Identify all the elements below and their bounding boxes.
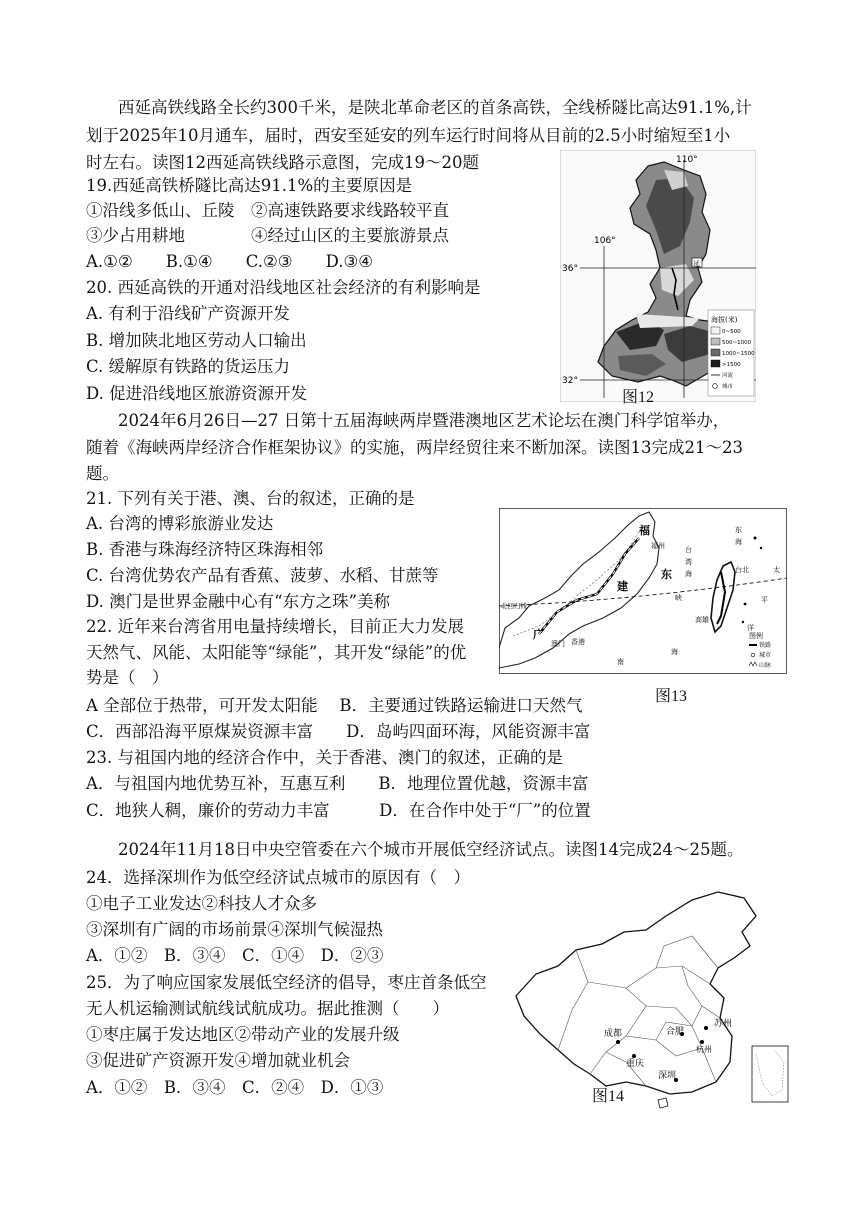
label-hai: 海 [735,538,742,546]
q20-option-a: A. 有利于沿线矿产资源开发 [86,304,290,323]
legend-item-6: 城市 [722,384,734,390]
label-ping: 平 [761,596,768,604]
q24-options-1: ①电子工业发达②科技人才众多 [86,894,317,913]
figure-13-map [499,508,787,674]
q23-options-row-1: A．与祖国内地优势互补，互惠互利 B．地理位置优越，资源丰富 [86,774,589,793]
legend-rail: 铁路 [759,642,772,649]
q22-stem-3: 势是（ ） [86,668,169,687]
q20-option-d: D. 促进沿线地区旅游资源开发 [86,384,308,403]
q22-stem-2: 天然气、风能、太阳能等“绿能”，其开发“绿能”的优 [86,643,467,662]
q21-option-b: B. 香港与珠海经济特区珠海相邻 [86,540,324,559]
label-xia: 峡 [675,594,682,602]
city-hangzhou: 杭州 [696,1045,712,1054]
legend-item-5: 河流 [722,373,734,379]
legend-label: 图例 [749,632,763,640]
label-gaoxiong: 高雄 [695,616,709,624]
legend-item-3: 1000~1500 [722,351,755,357]
figure-14-map [506,886,792,1110]
figure-13-caption: 图13 [655,688,688,705]
q19-stem: 19.西延高铁桥隧比高达91.1%的主要原因是 [86,176,413,195]
figure-14-caption: 图14 [592,1088,625,1105]
intro2-line-3: 题。 [86,464,119,483]
q25-answers: A．①② B．③④ C．②④ D．①③ [86,1078,384,1097]
q20-stem: 20. 西延高铁的开通对沿线地区社会经济的有利影响是 [86,278,481,297]
label-jian: 建 [617,580,628,593]
q24-options-2: ③深圳有广阔的市场前景④深圳气候湿热 [86,920,383,939]
q19-options-1: ①沿线多低山、丘陵 ②高速铁路要求线路较平直 [86,201,449,220]
legend-item-4: >1500 [722,362,741,368]
q21-option-d: D. 澳门是世界金融中心有“东方之珠”美称 [86,592,391,611]
q24-answers: A．①② B．③④ C．①④ D．②③ [86,946,384,965]
figure-12-caption: 图12 [622,389,655,406]
intro2-line-1: 2024年6月26日—27 日第十五届海峡两岸暨港澳地区艺术论坛在澳门科学馆举办， [118,411,730,430]
city-chongqing: 重庆 [626,1059,645,1069]
q20-option-c: C. 缓解原有铁路的货运压力 [86,357,291,376]
q21-option-a: A. 台湾的博彩旅游业发达 [86,514,274,533]
city-hefei: 合肥 [666,1027,685,1037]
label-taibei: 台北 [735,566,749,574]
intro2-line-2: 随着《海峡两岸经济合作框架协议》的实施，两岸经贸往来不断加深。读图13完成21～23 [86,438,743,457]
label-dong: 东 [661,568,672,581]
q25-options-2: ③促进矿产资源开发④增加就业机会 [86,1051,350,1070]
label-hai2: 海 [685,570,692,578]
legend-mountain: 山脉 [759,662,772,669]
q22-options-row-1: A 全部位于热带，可开发太阳能 B．主要通过铁路运输进口天然气 [86,696,583,715]
legend-item-2: 500~1000 [722,340,752,346]
q25-stem-2: 无人机运输测试航线试航成功。据此推测（ ） [86,999,449,1018]
q25-stem-1: 25．为了响应国家发展低空经济的倡导，枣庄首条低空 [86,973,487,992]
label-tropic: 北回归线 [501,602,527,610]
intro-line-1: 西延高铁线路全长约300千米，是陕北革命老区的首条高铁，全线桥隧比高达91.1%,计 [118,98,752,117]
q22-options-row-2: C．西部沿海平原煤炭资源丰富 D．岛屿四面环海，风能资源丰富 [86,722,591,741]
label-hai3: 海 [671,648,678,656]
q22-stem-1: 22. 近年来台湾省用电量持续增长，目前正大力发展 [86,617,464,636]
label-fu: 福 [639,524,650,537]
label-aomen: 澳门 [551,640,565,648]
intro-line-3: 时左右。读图12西延高铁线路示意图，完成19～20题 [86,153,479,172]
q24-stem: 24．选择深圳作为低空经济试点城市的原因有（ ） [86,868,470,887]
q19-options-2: ③少占用耕地 ④经过山区的主要旅游景点 [86,226,449,245]
figure-12-map [560,150,756,402]
city-suzhou: 苏州 [714,1019,733,1029]
legend-item-1: 0~500 [722,329,741,335]
label-fuzhou: 福州 [651,542,665,550]
label-xianggang: 香港 [571,638,585,646]
intro-line-2: 划于2025年10月通车，届时，西安至延安的列车运行时间将从目前的2.5小时缩短至1小 [86,126,731,145]
q23-options-row-2: C．地狭人稠，廉价的劳动力丰富 D．在合作中处于“厂”的位置 [86,801,591,820]
q21-option-c: C. 台湾优势农产品有香蕉、菠萝、水稻、甘蔗等 [86,566,439,585]
label-tai2: 太 [773,566,780,574]
label-guang: 广 [533,628,544,641]
q19-answers: A.①② B.①④ C.②③ D.③④ [86,252,374,271]
q21-stem: 21. 下列有关于港、澳、台的叙述，正确的是 [86,489,415,508]
lat-32-label: 32° [562,376,578,386]
label-nan: 南 [617,658,624,666]
city-legend-icon [713,384,718,389]
label-yang: 洋 [747,624,754,632]
city-shenzhen: 深圳 [658,1071,677,1081]
city-chengdu: 成都 [604,1029,623,1039]
city-yan-label: 延 [693,260,700,268]
legend-city: 城市 [759,652,772,659]
label-dong2: 东 [735,526,742,534]
q20-option-b: B. 增加陕北地区劳动人口输出 [86,331,307,350]
q25-options-1: ①枣庄属于发达地区②带动产业的发展升级 [86,1025,400,1044]
q23-stem: 23. 与祖国内地的经济合作中，关于香港、澳门的叙述，正确的是 [86,748,563,767]
lon-106-label: 106° [594,236,616,246]
label-tai: 台 [685,546,692,554]
intro3: 2024年11月18日中央空管委在六个城市开展低空经济试点。读图14完成24～25题。 [118,840,744,859]
lon-110-label: 110° [676,155,698,165]
figure-12-legend [708,310,755,396]
legend-title: 海拔(米) [711,316,738,324]
lat-36-label: 36° [562,264,578,274]
label-wan: 湾 [685,558,692,566]
